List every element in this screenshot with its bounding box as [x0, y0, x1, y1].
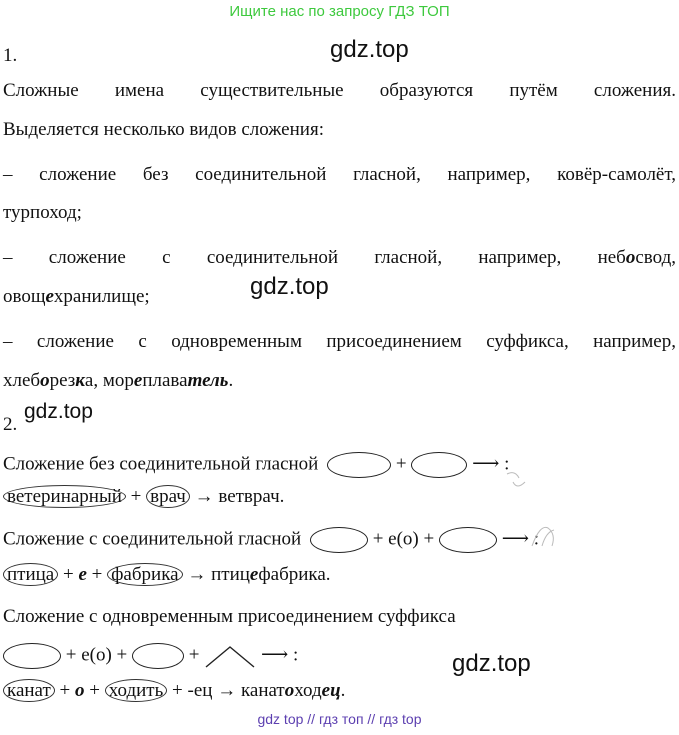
plus-sign: +	[91, 564, 103, 585]
connecting-vowel: е	[45, 286, 54, 307]
scheme-label: Сложение с одновременным присоединением суффикса	[3, 606, 456, 627]
root-oval-icon	[327, 452, 391, 478]
root-oval-icon	[411, 452, 467, 478]
section-number: 1.	[3, 45, 18, 66]
text-part: хранилище;	[53, 286, 150, 307]
plus-sign: +	[188, 644, 200, 666]
example-row	[3, 486, 284, 508]
pencil-mark-icon	[505, 470, 535, 492]
connecting-vowel: е	[78, 564, 87, 585]
text-part: → птиц	[187, 564, 250, 585]
scheme-row	[3, 527, 539, 553]
watermark: gdz.top	[330, 36, 409, 63]
list-item-line	[3, 247, 676, 269]
paragraph-line: Сложные имена существительные образуются путём сложения.	[3, 80, 676, 101]
watermark: gdz.top	[452, 650, 531, 677]
root-oval-icon	[132, 643, 184, 669]
text-part: плава	[142, 370, 188, 391]
suffix-part: + -ец	[172, 680, 213, 701]
scheme-label: Сложение без соединительной гласной	[3, 453, 319, 475]
root-oval-icon	[439, 527, 497, 553]
plus-sign: +	[395, 453, 407, 475]
text-part: → канат	[217, 680, 285, 701]
connecting-vowel: о	[75, 680, 85, 701]
arrow-sign: ⟶ :	[472, 453, 510, 475]
text-part: а, мор	[84, 370, 134, 391]
root-word: ходить	[105, 679, 168, 702]
pencil-mark-icon	[528, 520, 564, 550]
text-part: ход	[294, 680, 322, 701]
result-word	[217, 680, 345, 701]
suffix: ец	[321, 680, 341, 701]
list-item-line: – сложение с одновременным присоединением суффикса, например,	[3, 331, 676, 352]
plus-sign: +	[130, 486, 142, 507]
connecting-vowel: е	[249, 564, 259, 585]
site-banner[interactable]: Ищите нас по запросу ГДЗ ТОП	[229, 3, 450, 20]
text-part: фабрика.	[258, 564, 331, 585]
suffix: к	[75, 370, 85, 391]
root-word: фабрика	[107, 563, 182, 586]
list-item-line: – сложение без соединительной гласной, например, ковёр-самолёт,	[3, 164, 676, 185]
list-item-line	[3, 370, 233, 392]
text-part: рез	[49, 370, 76, 391]
watermark: gdz.top	[24, 400, 93, 423]
list-item-line: турпоход;	[3, 202, 82, 223]
connecting-vowel-scheme: + е(о) +	[65, 644, 128, 666]
suffix: тель	[187, 370, 229, 391]
connecting-vowel: е	[133, 370, 143, 391]
connecting-vowel: о	[284, 680, 295, 701]
plus-sign: +	[89, 680, 100, 701]
watermark: gdz.top	[250, 273, 329, 300]
connecting-vowel: о	[40, 370, 50, 391]
text-part: .	[340, 680, 346, 701]
text-part: – сложение с соединительной гласной, например, неб	[3, 247, 626, 268]
scheme-row	[3, 643, 298, 669]
root-word: ветеринарный	[3, 485, 126, 508]
root-oval-icon	[310, 527, 368, 553]
connecting-vowel: о	[625, 247, 636, 268]
section-number: 2.	[3, 414, 18, 435]
connecting-vowel-scheme: + е(о) +	[372, 528, 435, 550]
root-word: врач	[146, 485, 190, 508]
scheme-row	[3, 452, 509, 478]
arrow-sign: ⟶ :	[501, 528, 540, 550]
text-part: .	[228, 370, 234, 391]
footer-links[interactable]: gdz top // гдз топ // гдз top	[257, 711, 422, 727]
paragraph-line: Выделяется несколько видов сложения:	[3, 119, 324, 140]
root-word: канат	[3, 679, 55, 702]
arrow-sign: ⟶ :	[261, 644, 299, 666]
root-word: птица	[3, 563, 58, 586]
result-word	[187, 564, 330, 585]
root-oval-icon	[3, 643, 61, 669]
scheme-label: Сложение с соединительной гласной	[3, 528, 302, 550]
example-row	[3, 564, 331, 586]
list-item-line	[3, 286, 150, 308]
text-part: хлеб	[3, 370, 41, 391]
text-part: овощ	[3, 286, 46, 307]
plus-sign: +	[63, 564, 74, 585]
text-part: свод,	[635, 247, 676, 268]
result-word: → ветврач.	[194, 486, 285, 507]
example-row	[3, 680, 345, 702]
suffix-roof-icon	[204, 643, 256, 669]
plus-sign: +	[59, 680, 71, 701]
